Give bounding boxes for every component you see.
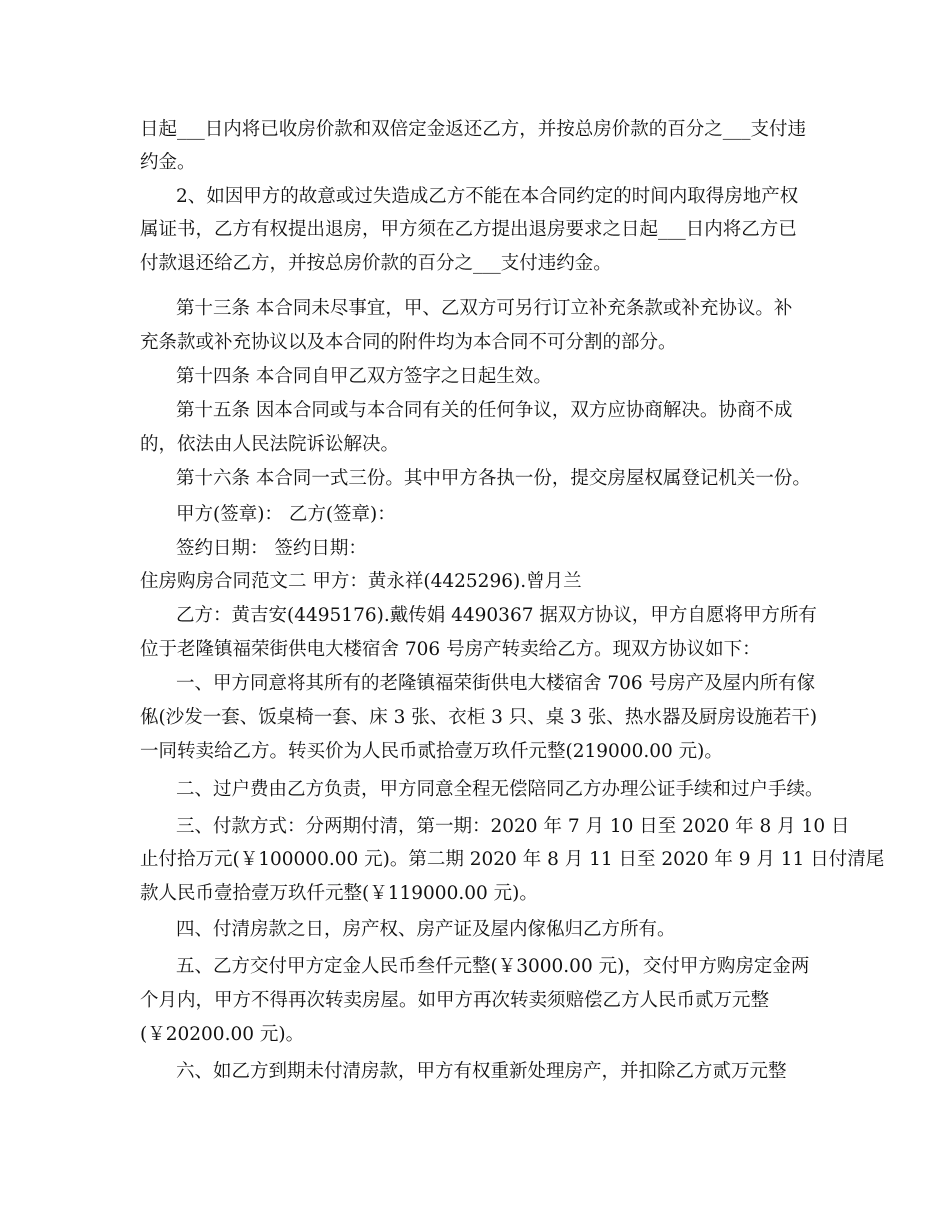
clause-6: 六、如乙方到期未付清房款，甲方有权重新处理房产，并扣除乙方贰万元整 <box>176 1061 787 1082</box>
text-line: 止付拾万元(￥100000.00 元)。第二期 2020 年 8 月 11 日至 2020 年 9 月 11 日付清尾 <box>140 849 885 870</box>
article-15: 第十五条 因本合同或与本合同有关的任何争议，双方应协商解决。协商不成 <box>176 400 793 421</box>
clause-3: 三、付款方式：分两期付清，第一期：2020 年 7 月 10 日至 2020 年 8 月 10 日 <box>176 816 850 837</box>
article-16: 第十六条 本合同一式三份。其中甲方各执一份，提交房屋权属登记机关一份。 <box>176 468 811 489</box>
signature-line: 甲方(签章)： 乙方(签章)： <box>176 504 396 525</box>
clause-1: 一、甲方同意将其所有的老隆镇福荣街供电大楼宿舍 706 号房产及屋内所有傢 <box>176 673 816 694</box>
text-line: 位于老隆镇福荣街供电大楼宿舍 706 号房产转卖给乙方。现双方协议如下： <box>140 639 761 660</box>
paragraph-start: 2、如因甲方的故意或过失造成乙方不能在本合同约定的时间内取得房地产权 <box>176 186 799 207</box>
text-line: 付款退还给乙方，并按总房价款的百分之___支付违约金。 <box>140 253 612 274</box>
clause-2: 二、过户费由乙方负责，甲方同意全程无偿陪同乙方办理公证手续和过户手续。 <box>176 779 824 800</box>
text-line: (￥20200.00 元)。 <box>140 1024 305 1045</box>
text-line: 充条款或补充协议以及本合同的附件均为本合同不可分割的部分。 <box>140 332 677 353</box>
text-line: 的，依法由人民法院诉讼解决。 <box>140 434 400 455</box>
text-line: 一同转卖给乙方。转买价为人民币贰拾壹万玖仟元整(219000.00 元)。 <box>140 741 723 762</box>
second-contract-heading: 住房购房合同范文二 甲方：黄永祥(4425296).曾月兰 <box>140 571 582 592</box>
text-line: 约金。 <box>140 152 196 173</box>
article-13: 第十三条 本合同未尽事宜，甲、乙双方可另行订立补充条款或补充协议。补 <box>176 298 793 319</box>
article-14: 第十四条 本合同自甲乙双方签字之日起生效。 <box>176 366 552 387</box>
text-line: 日起___日内将已收房价款和双倍定金返还乙方，并按总房价款的百分之___支付违 <box>140 119 807 140</box>
text-line: 属证书，乙方有权提出退房，甲方须在乙方提出退房要求之日起___日内将乙方已 <box>140 219 797 240</box>
text-line: 俬(沙发一套、饭桌椅一套、床 3 张、衣柜 3 只、桌 3 张、热水器及厨房设施若干) <box>140 707 818 728</box>
text-line: 款人民币壹拾壹万玖仟元整(￥119000.00 元)。 <box>140 883 538 904</box>
clause-5: 五、乙方交付甲方定金人民币叁仟元整(￥3000.00 元)，交付甲方购房定金两 <box>176 956 810 977</box>
text-line: 个月内，甲方不得再次转卖房屋。如甲方再次转卖须赔偿乙方人民币贰万元整 <box>140 990 770 1011</box>
party-b-line: 乙方：黄吉安(4495176).戴传娟 4490367 据双方协议，甲方自愿将甲方所有 <box>176 605 817 626</box>
signing-date-line: 签约日期： 签约日期： <box>176 538 367 559</box>
clause-4: 四、付清房款之日，房产权、房产证及屋内傢俬归乙方所有。 <box>176 919 676 940</box>
